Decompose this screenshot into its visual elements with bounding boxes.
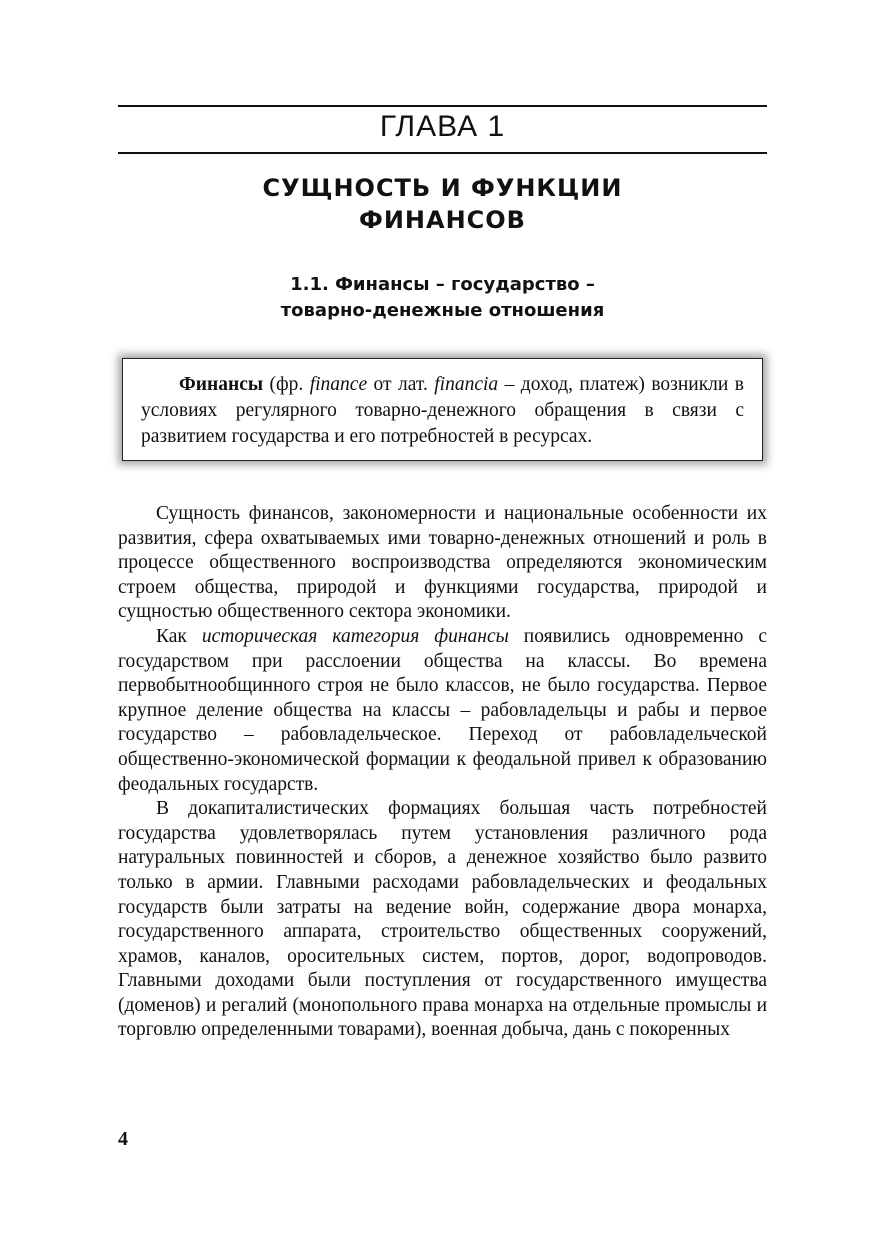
paragraph-2 xyxy=(118,625,767,797)
chapter-title-line-1: СУЩНОСТЬ И ФУНКЦИИ xyxy=(262,174,623,202)
paragraph-2-lead: Как xyxy=(156,625,202,647)
definition-part-1: (фр. xyxy=(263,374,310,395)
top-rule xyxy=(118,105,767,107)
definition-text xyxy=(141,372,744,450)
chapter-heading: ГЛАВА 1 xyxy=(379,110,506,143)
bottom-rule xyxy=(118,152,767,154)
body-text xyxy=(118,502,767,1043)
chapter-title-line-2: ФИНАНСОВ xyxy=(359,206,526,234)
paragraph-3: В докапиталистических формациях большая часть потребностей государства удовлетворялась путем установления различного рода натуральных повинностей и сборов, а денежное хозяйство было развито только в армии. Главными расходами рабовладельческих и феодальных государств были затраты на ведение войн, содержание двора монарха, государственного аппарата, строительство общественных сооружений, храмов, каналов, оросительных систем, портов, дорог, водопроводов. Главными доходами были поступления от государственного имущества (доменов) и регалий (монопольного права монарха на отдельные промыслы и торговлю определенными товарами), военная добыча, дань с покоренных xyxy=(118,798,767,1041)
definition-term: Финансы xyxy=(179,374,264,395)
definition-box xyxy=(122,358,763,461)
section-heading-line-2: товарно-денежные отношения xyxy=(280,300,605,321)
section-heading-line-1: 1.1. Финансы – государство – xyxy=(290,274,595,295)
paragraph-1: Сущность финансов, закономерности и национальные особенности их развития, сфера охватываемых ими товарно-денежных отношений и роль в процессе общественного воспроизводства определяются экономическим строем общества, природой и функциями государства, природой и сущностью общественного сектора экономики. xyxy=(118,503,767,623)
chapter-title xyxy=(118,172,767,236)
definition-part-2: от лат. xyxy=(367,374,435,395)
definition-latin-word: financia xyxy=(434,374,499,395)
definition-french-word: finance xyxy=(309,374,368,395)
page-number: 4 xyxy=(118,1128,128,1150)
section-heading xyxy=(118,272,767,324)
definition-part-3: – доход, платеж) возникли в условиях регулярного товарно-денежного обращения в связи с развитием государства и его потребностей в ресурсах. xyxy=(141,374,744,447)
paragraph-2-rest: появились одновременно с государством при расслоении общества на классы. Во времена первобытнообщинного строя не было классов, не было государства. Первое крупное деление общества на классы – рабовладельцы и рабы и первое государство – рабовладельческое. Переход от рабовладельческой общественно-экономической формации к феодальной привел к образованию феодальных государств. xyxy=(118,625,767,795)
paragraph-2-italic: историческая категория финансы xyxy=(201,625,509,647)
